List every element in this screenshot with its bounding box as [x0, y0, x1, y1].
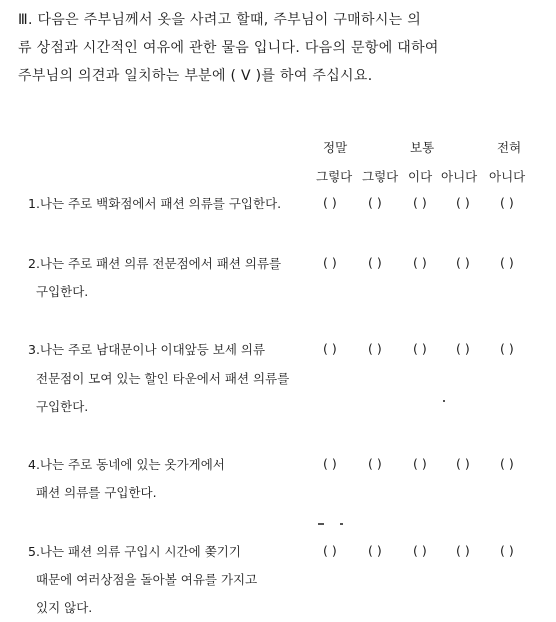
scale-label-1: 그렇다 [316, 169, 353, 184]
question-1-text: 1.나는 주로 백화점에서 패션 의류를 구입한다. [28, 196, 282, 211]
print-speck [443, 400, 445, 402]
answer-option-q5-c1[interactable]: ( ) [323, 543, 337, 558]
scale-label-3: 이다 [408, 169, 433, 184]
print-speck [318, 523, 324, 525]
answer-option-q3-c2[interactable]: ( ) [368, 341, 382, 356]
answer-option-q4-c5[interactable]: ( ) [500, 456, 514, 471]
answer-option-q5-c3[interactable]: ( ) [413, 543, 427, 558]
answer-option-q1-c3[interactable]: ( ) [413, 195, 427, 210]
answer-option-q3-c4[interactable]: ( ) [456, 341, 470, 356]
answer-option-q2-c4[interactable]: ( ) [456, 255, 470, 270]
instruction-line: 류 상점과 시간적인 여유에 관한 물음 입니다. 다음의 문항에 대하여 [18, 40, 439, 56]
answer-option-q5-c4[interactable]: ( ) [456, 543, 470, 558]
print-speck [340, 523, 343, 525]
scale-header-neutral: 보통 [410, 140, 435, 155]
question-2-text: 2.나는 주로 패션 의류 전문점에서 패션 의류를 [28, 256, 282, 271]
answer-option-q5-c5[interactable]: ( ) [500, 543, 514, 558]
question-4-text: 4.나는 주로 동네에 있는 옷가게에서 [28, 457, 225, 472]
scale-label-2: 그렇다 [362, 169, 399, 184]
question-4-text: 패션 의류를 구입한다. [36, 485, 157, 500]
instruction-line: Ⅲ. 다음은 주부님께서 옷을 사려고 할때, 주부님이 구매하시는 의 [18, 12, 422, 28]
question-2-text: 구입한다. [36, 284, 89, 299]
answer-option-q4-c3[interactable]: ( ) [413, 456, 427, 471]
answer-option-q4-c1[interactable]: ( ) [323, 456, 337, 471]
answer-option-q3-c5[interactable]: ( ) [500, 341, 514, 356]
answer-option-q4-c4[interactable]: ( ) [456, 456, 470, 471]
answer-option-q1-c5[interactable]: ( ) [500, 195, 514, 210]
answer-option-q1-c4[interactable]: ( ) [456, 195, 470, 210]
question-5-text: 있지 않다. [36, 600, 93, 615]
answer-option-q3-c1[interactable]: ( ) [323, 341, 337, 356]
question-5-text: 때문에 여러상점을 돌아볼 여유를 가지고 [36, 572, 258, 587]
question-3-text: 3.나는 주로 남대문이나 이대앞등 보세 의류 [28, 342, 266, 357]
instruction-line: 주부님의 의견과 일치하는 부분에 ( V )를 하여 주십시요. [18, 68, 373, 84]
answer-option-q1-c1[interactable]: ( ) [323, 195, 337, 210]
answer-option-q5-c2[interactable]: ( ) [368, 543, 382, 558]
scale-header-not-at-all: 전혀 [497, 140, 522, 155]
scale-label-4: 아니다 [441, 169, 478, 184]
scale-label-5: 아니다 [489, 169, 526, 184]
answer-option-q3-c3[interactable]: ( ) [413, 341, 427, 356]
answer-option-q2-c1[interactable]: ( ) [323, 255, 337, 270]
answer-option-q4-c2[interactable]: ( ) [368, 456, 382, 471]
answer-option-q2-c2[interactable]: ( ) [368, 255, 382, 270]
question-3-text: 구입한다. [36, 399, 89, 414]
answer-option-q1-c2[interactable]: ( ) [368, 195, 382, 210]
answer-option-q2-c3[interactable]: ( ) [413, 255, 427, 270]
question-3-text: 전문점이 모여 있는 할인 타운에서 패션 의류를 [36, 371, 290, 386]
answer-option-q2-c5[interactable]: ( ) [500, 255, 514, 270]
question-5-text: 5.나는 패션 의류 구입시 시간에 쫒기기 [28, 544, 241, 559]
scale-header-strongly: 정말 [323, 140, 348, 155]
instruction-paragraph [18, 6, 542, 90]
